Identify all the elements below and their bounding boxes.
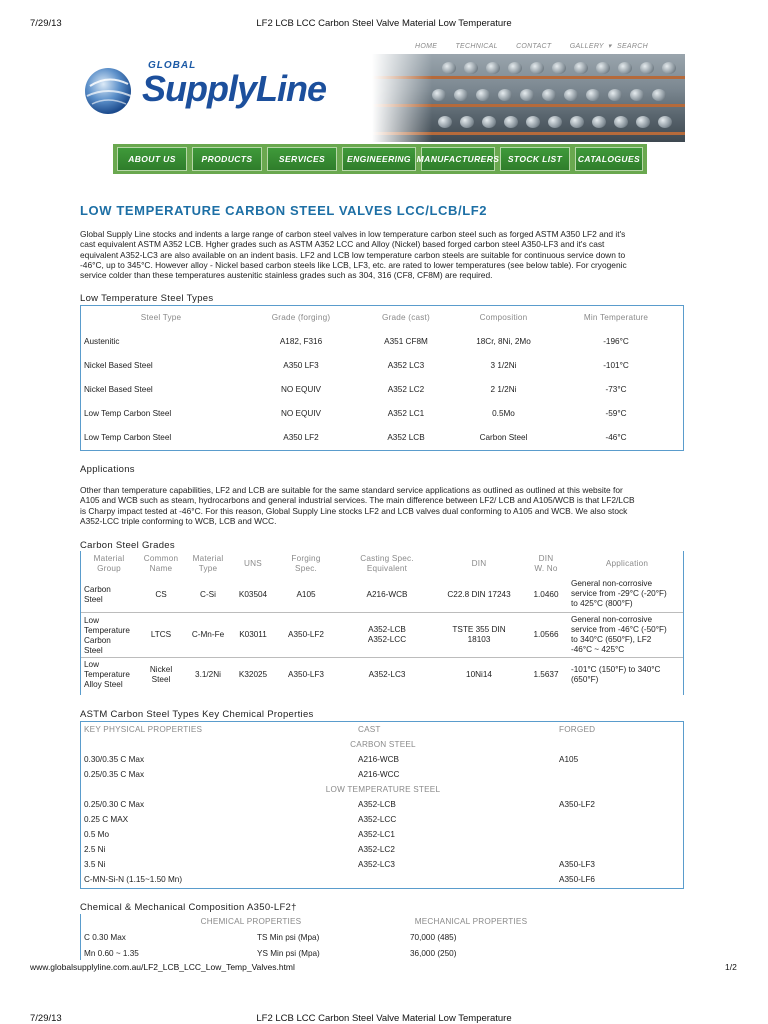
table-header: CHEMICAL PROPERTIES [200,917,302,926]
table-header: Common Name [143,554,179,573]
table-header: Grade (forging) [271,313,331,322]
nav-engineering[interactable]: ENGINEERING [342,147,416,171]
table-header: Material Group [93,554,125,573]
globe-icon [82,66,134,116]
intro-paragraph: Global Supply Line stocks and indents a large range of carbon steel valves in low temperature carbon steel such as forged ASTM A350 LF2 and it's cast equivalent ASTM A352 LCB. Hgher grades such as ASTM A352 LCC and Alloy (Nickel) based forged carbon steel A350-LF3 and it's cast equivalent A352-LC3 are also available on an indent basis. LF2 and LCB low temperature carbon steels are suitable for continuous service down to -46°C, up to 345°C. However alloy - Nickel based carbon steels like LCB, LF3, etc. are rated to lower temperatures (see below table). For cryogenic service colder than these temperatures austenitic stainless grades such as 304, 316 (CF8, CF8M) are required. [80,229,627,281]
page-title: LOW TEMPERATURE CARBON STEEL VALVES LCC/LCB/LF2 [80,203,488,218]
nav-products[interactable]: PRODUCTS [192,147,262,171]
nav-search-link[interactable]: SEARCH [616,43,648,50]
table-header: KEY PHYSICAL PROPERTIES [84,725,203,734]
warehouse-photo [372,54,685,142]
table-header: Application [605,559,649,568]
nav-stock-list[interactable]: STOCK LIST [500,147,570,171]
top-nav [415,42,664,50]
astm-heading: ASTM Carbon Steel Types Key Chemical Properties [80,709,314,720]
logo-main-text: SupplyLine [142,68,327,109]
table-header: DIN W. No [534,554,558,573]
applications-heading: Applications [80,464,135,475]
nav-manufacturers[interactable]: MANUFACTURERS [421,147,495,171]
table-header: FORGED [559,725,596,734]
print-title-page2: LF2 LCB LCC Carbon Steel Valve Material Low Temperature [256,1013,512,1024]
table-header: Casting Spec. Equivalent [360,554,414,573]
table-header: Steel Type [140,313,182,322]
table-header: MECHANICAL PROPERTIES [414,917,528,926]
astm-table: KEY PHYSICAL PROPERTIES CAST FORGED CARBON STEEL 0.30/0.35 C Max A216-WCB A105 0.25/0.35 C Max A216-WCC LOW TEMPERATURE STEEL 0.25/0.30 C Max A352-LCB A350-LF2 0.25 C MAX A352-LCC 0.5 Mo A352-LC1 2.5 Ni A352-LC2 3.5 Ni A352-LC3 A350-LF3 C-MN-Si-N (1.15~1.50 Mn) A350-LF6 [80,721,684,889]
print-title: LF2 LCB LCC Carbon Steel Valve Material Low Temperature [256,18,512,29]
main-nav [113,144,647,174]
print-date-page2: 7/29/13 [30,1013,62,1024]
nav-contact-link[interactable]: CONTACT [516,43,552,50]
table-header: Composition [479,313,528,322]
table-header: DIN [471,559,487,568]
table-header: Grade (cast) [382,313,430,322]
chem-heading: Chemical & Mechanical Composition A350-LF2† [80,902,297,913]
nav-about-us[interactable]: ABOUT US [117,147,187,171]
chem-table: CHEMICAL PROPERTIES MECHANICAL PROPERTIES C 0.30 Max TS Min psi (Mpa) 70,000 (485) Mn 0.60 ~ 1.35 YS Min psi (Mpa) 36,000 (250) [80,914,684,960]
print-date: 7/29/13 [30,18,62,29]
logo-small-text: GLOBAL [148,60,197,71]
site-logo[interactable] [82,58,327,118]
table-header: Material Type [192,554,224,573]
grades-heading: Carbon Steel Grades [80,540,175,551]
table-header: Forging Spec. [291,554,321,573]
subheader-carbon-steel: CARBON STEEL [350,740,416,749]
nav-home-link[interactable]: HOME [415,43,438,50]
nav-services[interactable]: SERVICES [267,147,337,171]
table-header: CAST [358,725,381,734]
chevron-down-icon: ▾ [607,43,612,50]
grades-table: Material Group Common Name Material Type UNS Forging Spec. Casting Spec. Equivalent DIN DIN W. No Application Carbon Steel CS C-Si K03504 A105 A216-WCB C22.8 DIN 17243 1.0460 General non-corrosive service from -29°C (-20°F) to 425°C (800°F) Low Temperature Carbon Steel LTCS C-Mn-Fe K03011 A350-LF2 A352-LCB A352-LCC TSTE 355 DIN 18103 1.0566 General non-corrosive service from -46°C (-50°F) to 340°C (650°F), LF2 -46°C ~ 425°C Low Temperature Alloy Steel Nickel Steel 3.1/2Ni K32025 A350-LF3 A352-LC3 10Ni14 1.5637 -101°C (150°F) to 340°C (650°F) [80,551,684,695]
print-url: www.globalsupplyline.com.au/LF2_LCB_LCC_Low_Temp_Valves.html [30,962,295,972]
steel-types-table: Steel Type Grade (forging) Grade (cast) Composition Min Temperature Austenitic A182, F316 A351 CF8M 18Cr, 8Ni, 2Mo -196°C Nickel Based Steel A350 LF3 A352 LC3 3 1/2Ni -101°C Nickel Based Steel NO EQUIV A352 LC2 2 1/2Ni -73°C Low Temp Carbon Steel NO EQUIV A352 LC1 0.5Mo -59°C Low Temp Carbon Steel A350 LF2 A352 LCB Carbon Steel -46°C [80,305,684,451]
table-header: UNS [244,559,262,568]
nav-gallery-link[interactable]: GALLERY [569,43,604,50]
print-page-number: 1/2 [725,962,737,972]
nav-technical-link[interactable]: TECHNICAL [455,43,498,50]
subheader-low-temp-steel: LOW TEMPERATURE STEEL [325,785,441,794]
nav-catalogues[interactable]: CATALOGUES [575,147,643,171]
applications-paragraph: Other than temperature capabilities, LF2 and LCB are suitable for the same standard service applications as outlined as outlined at this website for A105 and WCB such as steam, hydrocarbons and general industrial services. The main difference between LF2/ LCB and A105/WCB is that LF2/LCB is Charpy impact tested at -46°C. For this reason, Global Supply Line stocks LF2 and LCB valves dual conforming to A105 and WCB. We also stock A352-LCC triple conforming to WCB, LCB and WCC. [80,485,635,526]
table-header: Min Temperature [583,313,649,322]
steel-types-heading: Low Temperature Steel Types [80,293,214,304]
